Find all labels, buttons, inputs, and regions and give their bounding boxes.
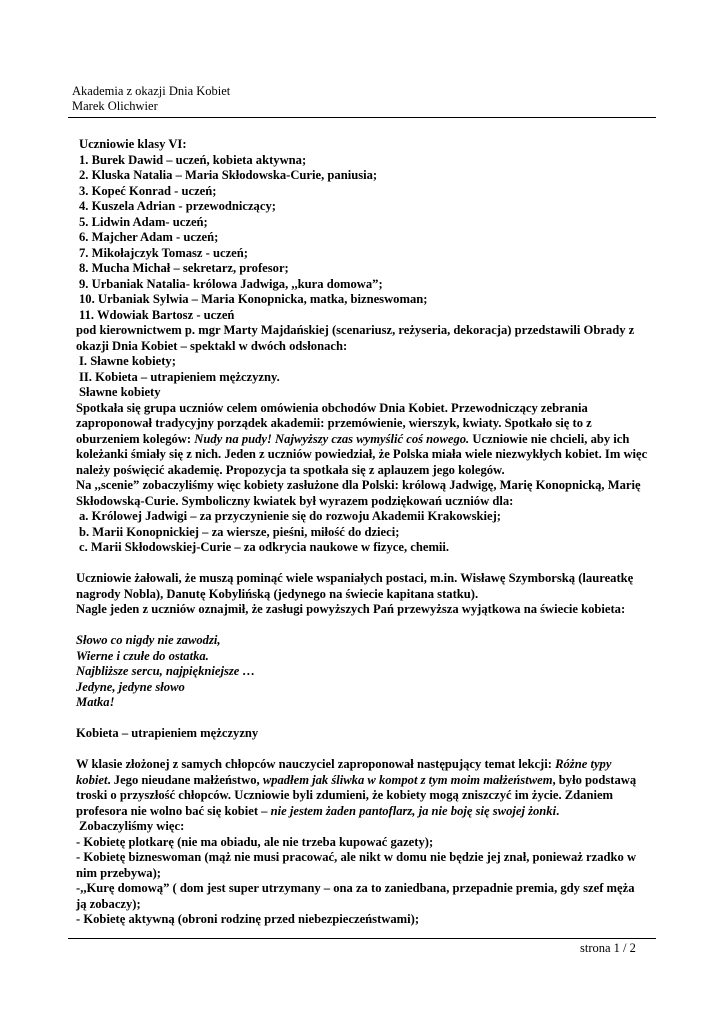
student-item: 4. Kuszela Adrian - przewodniczący; bbox=[79, 199, 276, 213]
section-title: Sławne kobiety bbox=[79, 385, 161, 399]
student-item: 1. Burek Dawid – uczeń, kobieta aktywna; bbox=[79, 152, 307, 167]
page-number: strona 1 / 2 bbox=[580, 941, 636, 955]
part-item: I. Sławne kobiety; bbox=[79, 354, 176, 368]
student-item: 5. Lidwin Adam- uczeń; bbox=[79, 214, 208, 229]
section-title: Kobieta – utrapieniem mężczyzny bbox=[76, 726, 259, 740]
paragraph-text: Uczniowie nie chcieli, aby ich koleżanki śmiały się z nich. Jeden z uczniów powiedział, że Polska miała wiele niezwykłych kobiet. Im więc należy poświęcić akademię. Propozycja ta spotkała się z aplauzem jego kolegów. bbox=[76, 431, 648, 477]
student-item: 2. Kluska Natalia – Maria Skłodowska-Curie, paniusia; bbox=[79, 168, 378, 182]
poem-line: Jedyne, jedyne słowo bbox=[76, 679, 185, 694]
paragraph-text: W klasie złożonej z samych chłopców nauczyciel zaproponował następujący temat lekcji: bbox=[76, 757, 556, 771]
thanks-item: b. Marii Konopnickiej – za wiersze, pieśni, miłość do dzieci; bbox=[79, 524, 400, 539]
quote-text: nie jestem żaden pantoflarz, ja nie boję się swojej żonki bbox=[270, 803, 557, 818]
student-item: 6. Majcher Adam - uczeń; bbox=[79, 230, 219, 244]
student-item: 9. Urbaniak Natalia- królowa Jadwiga, ,,kura domowa”; bbox=[79, 276, 383, 291]
student-item: 3. Kopeć Konrad - uczeń; bbox=[79, 183, 217, 198]
paragraph-text: . Jego nieudane małżeństwo, bbox=[107, 772, 263, 787]
paragraph: Uczniowie żałowali, że muszą pominąć wiele wspaniałych postaci, m.in. Wisławę Szymborską (laureatkę nagrody Nobla), Danutę Kobylińską (jedynego na świecie kapitana statku). bbox=[76, 571, 634, 601]
header-divider bbox=[68, 117, 656, 118]
paragraph bbox=[76, 757, 648, 819]
student-item: 8. Mucha Michał – sekretarz, profesor; bbox=[79, 261, 289, 275]
paragraph bbox=[76, 401, 648, 479]
type-item: - Kobietę bizneswoman (mąż nie musi pracować, ale nikt w domu nie będzie jej znał, ponieważ rzadko w nim przebywa); bbox=[76, 850, 637, 880]
paragraph-text: . bbox=[556, 803, 560, 818]
type-item: - Kobietę aktywną (obroni rodzinę przed niebezpieczeństwami); bbox=[76, 912, 420, 926]
paragraph-text: , było podstawą troski o przyszłość chłopców. Uczniowie byli zdumieni, że kobiety mogą zniszczyć im życie. Zdaniem profesora nie wolno bać się kobiet – bbox=[76, 772, 637, 818]
class-heading: Uczniowie klasy VI: bbox=[79, 137, 187, 151]
paragraph: Nagle jeden z uczniów oznajmił, że zasługi powyższych Pań przewyższa wyjątkowa na świecie kobieta: bbox=[76, 602, 626, 616]
poem-line: Słowo co nigdy nie zawodzi, bbox=[76, 633, 221, 647]
intro-paragraph: pod kierownictwem p. mgr Marty Majdańskiej (scenariusz, reżyseria, dekoracja) przedstawili Obrady z okazji Dnia Kobiet – spektakl w dwóch odsłonach: bbox=[76, 323, 635, 353]
thanks-item: a. Królowej Jadwigi – za przyczynienie się do rozwoju Akademii Krakowskiej; bbox=[79, 509, 501, 523]
thanks-item: c. Marii Skłodowskiej-Curie – za odkrycia naukowe w fizyce, chemii. bbox=[79, 540, 450, 554]
type-item: -,,Kurę domową” ( dom jest super utrzymany – ona za to zaniedbana, przepadnie premia, gdy szef męża ją zobaczy); bbox=[76, 881, 635, 911]
poem-line: Najbliższe sercu, najpiękniejsze … bbox=[76, 664, 256, 678]
part-item: II. Kobieta – utrapieniem mężczyzny. bbox=[79, 369, 280, 384]
poem-line: Wierne i czułe do ostatka. bbox=[76, 648, 209, 663]
document-title: Akademia z okazji Dnia Kobiet bbox=[72, 84, 231, 98]
footer-divider bbox=[68, 938, 656, 939]
document-body bbox=[76, 137, 648, 928]
page-header bbox=[72, 84, 230, 114]
type-item: - Kobietę plotkarę (nie ma obiadu, ale nie trzeba kupować gazety); bbox=[76, 834, 434, 849]
paragraph: Zobaczyliśmy więc: bbox=[79, 819, 185, 833]
student-item: 11. Wdowiak Bartosz - uczeń bbox=[79, 307, 235, 322]
quote-text: Różne typy kobiet bbox=[76, 757, 612, 787]
poem-line: Matka! bbox=[76, 695, 115, 709]
quote-text: wpadłem jak śliwka w kompot z tym moim małżeństwem bbox=[262, 772, 553, 787]
student-item: 10. Urbaniak Sylwia – Maria Konopnicka, matka, bizneswoman; bbox=[79, 292, 428, 306]
quote-text: Nudy na pudy! Najwyższy czas wymyślić coś nowego. bbox=[194, 431, 470, 446]
document-author: Marek Olichwier bbox=[72, 99, 158, 113]
student-item: 7. Mikołajczyk Tomasz - uczeń; bbox=[79, 245, 248, 260]
paragraph: Na ,,scenie” zobaczyliśmy więc kobiety zasłużone dla Polski: królową Jadwigę, Marię Konopnicką, Marię Skłodowską-Curie. Symboliczny kwiatek był wyrazem podziękowań uczniów dla: bbox=[76, 478, 641, 508]
paragraph-text: Spotkała się grupa uczniów celem omówienia obchodów Dnia Kobiet. Przewodniczący zebrania zaproponował tradycyjny porządek akademii: przemówienie, wierszyk, kwiaty. Spotkało się to z oburzeniem kolegów: bbox=[76, 400, 592, 446]
